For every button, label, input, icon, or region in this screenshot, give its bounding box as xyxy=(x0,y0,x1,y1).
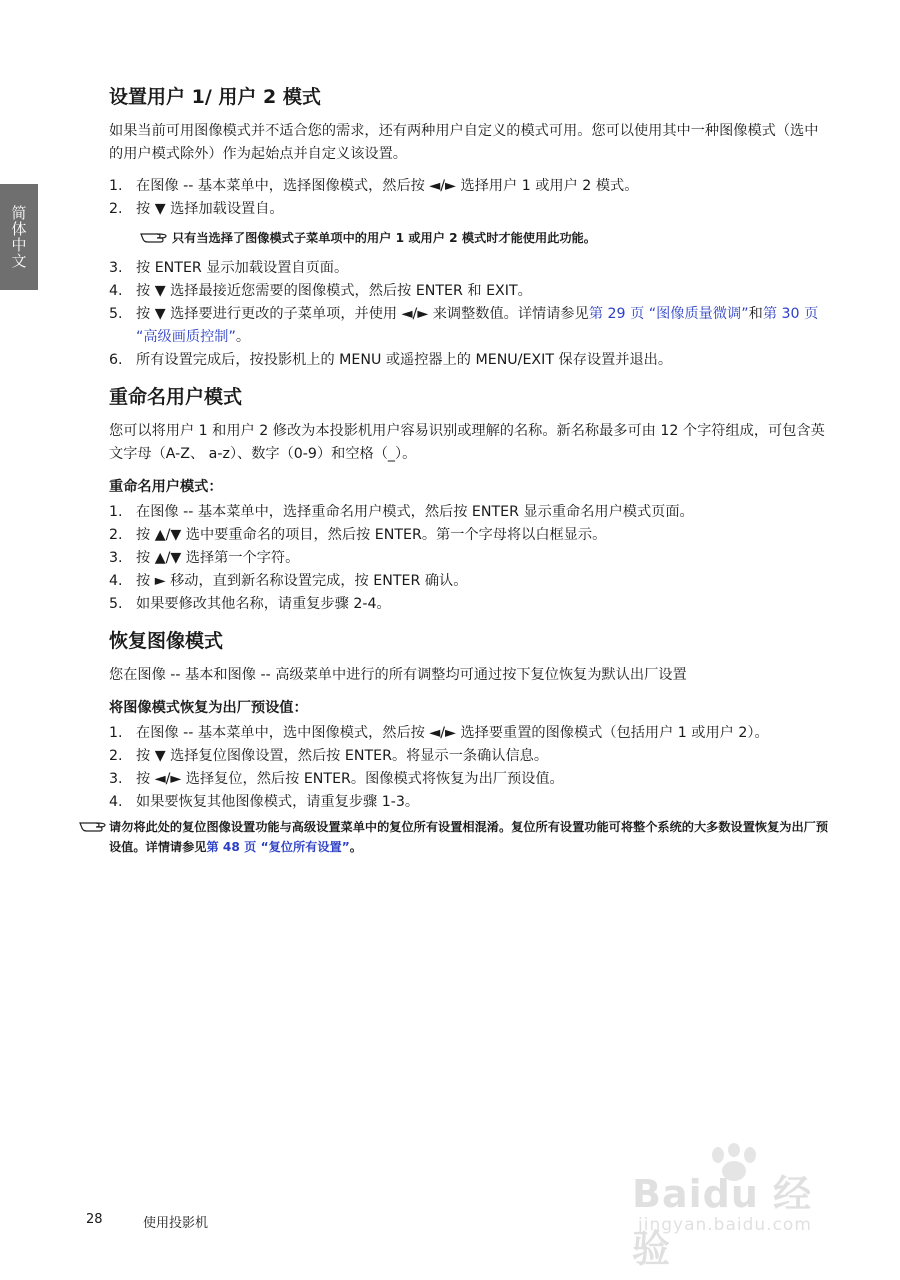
list-item: 4. 按 ▼ 选择最接近您需要的图像模式，然后按 ENTER 和 EXIT。 xyxy=(109,283,532,299)
page-link[interactable]: 第 29 页 “图像质量微调” xyxy=(588,306,749,322)
procedure-heading: 将图像模式恢复为出厂预设值： xyxy=(109,700,308,716)
list-item: 5. 按 ▼ 选择要进行更改的子菜单项，并使用 ◄/► 来调整数值。详情请参见第 29 页 “图像质量微调”和第 30 页 “高级画质控制”。 xyxy=(109,306,819,345)
steps-list xyxy=(109,722,831,814)
page-number: 28 xyxy=(86,1212,103,1227)
list-item: 3. 按 ENTER 显示加载设置自页面。 xyxy=(109,260,349,276)
list-item: 4. 按 ► 移动，直到新名称设置完成，按 ENTER 确认。 xyxy=(109,573,468,589)
steps-list xyxy=(109,501,831,616)
list-item: 1. 在图像 -- 基本菜单中，选择图像模式，然后按 ◄/► 选择用户 1 或用户 2 模式。 xyxy=(109,178,639,194)
footer-title: 使用投影机 xyxy=(143,1216,209,1231)
page-link[interactable]: 第 30 页 “高级画质控制” xyxy=(136,306,819,345)
list-item: 1. 在图像 -- 基本菜单中，选中图像模式，然后按 ◄/► 选择要重置的图像模式（包括用户 1 或用户 2）。 xyxy=(109,725,769,741)
section-title-rename: 重命名用户模式 xyxy=(109,386,243,408)
note-callout: 只有当选择了图像模式子菜单项中的用户 1 或用户 2 模式时才能使用此功能。 xyxy=(140,228,831,248)
section-title-reset: 恢复图像模式 xyxy=(109,630,224,652)
list-item: 3. 按 ◄/► 选择复位，然后按 ENTER。图像模式将恢复为出厂预设值。 xyxy=(109,771,564,787)
pointing-hand-icon xyxy=(140,230,168,250)
note-callout: 请勿将此处的复位图像设置功能与高级设置菜单中的复位所有设置相混淆。复位所有设置功能可将整个系统的大多数设置恢复为出厂预设值。详情请参见第 48 页 “复位所有设置”。 xyxy=(79,817,831,857)
list-item: 5. 如果要修改其他名称，请重复步骤 2-4。 xyxy=(109,596,391,612)
watermark xyxy=(632,1143,842,1271)
section-intro: 如果当前可用图像模式并不适合您的需求，还有两种用户自定义的模式可用。您可以使用其中一种图像模式（选中的用户模式除外）作为起始点并自定义该设置。 xyxy=(109,123,819,162)
list-item: 2. 按 ▼ 选择加载设置自。 xyxy=(109,201,284,217)
watermark-logo: Baidu 经验 xyxy=(632,1172,813,1271)
section-title-user-mode: 设置用户 1/ 用户 2 模式 xyxy=(109,86,321,108)
list-item: 6. 所有设置完成后，按投影机上的 MENU 或遥控器上的 MENU/EXIT 保存设置并退出。 xyxy=(109,352,673,368)
list-item: 4. 如果要恢复其他图像模式，请重复步骤 1-3。 xyxy=(109,794,420,810)
page-link[interactable]: 第 48 页 “复位所有设置” xyxy=(206,840,350,854)
section-intro: 您在图像 -- 基本和图像 -- 高级菜单中进行的所有调整均可通过按下复位恢复为默认出厂设置 xyxy=(109,667,687,683)
steps-list xyxy=(109,175,831,221)
steps-list xyxy=(109,257,831,372)
procedure-heading: 重命名用户模式： xyxy=(109,479,223,495)
watermark-url: jingyan.baidu.com xyxy=(638,1215,812,1235)
list-item: 2. 按 ▼ 选择复位图像设置，然后按 ENTER。将显示一条确认信息。 xyxy=(109,748,549,764)
language-side-tab: 简体中文 xyxy=(0,184,38,290)
section-intro: 您可以将用户 1 和用户 2 修改为本投影机用户容易识别或理解的名称。新名称最多可由 12 个字符组成，可包含英文字母（A-Z、 a-z）、数字（0-9）和空格（_）。 xyxy=(109,423,825,462)
list-item: 3. 按 ▲/▼ 选择第一个字符。 xyxy=(109,550,300,566)
list-item: 2. 按 ▲/▼ 选中要重命名的项目，然后按 ENTER。第一个字母将以白框显示。 xyxy=(109,527,607,543)
list-item: 1. 在图像 -- 基本菜单中，选择重命名用户模式，然后按 ENTER 显示重命名用户模式页面。 xyxy=(109,504,694,520)
pointing-hand-icon xyxy=(79,819,107,839)
page-content xyxy=(109,84,831,857)
